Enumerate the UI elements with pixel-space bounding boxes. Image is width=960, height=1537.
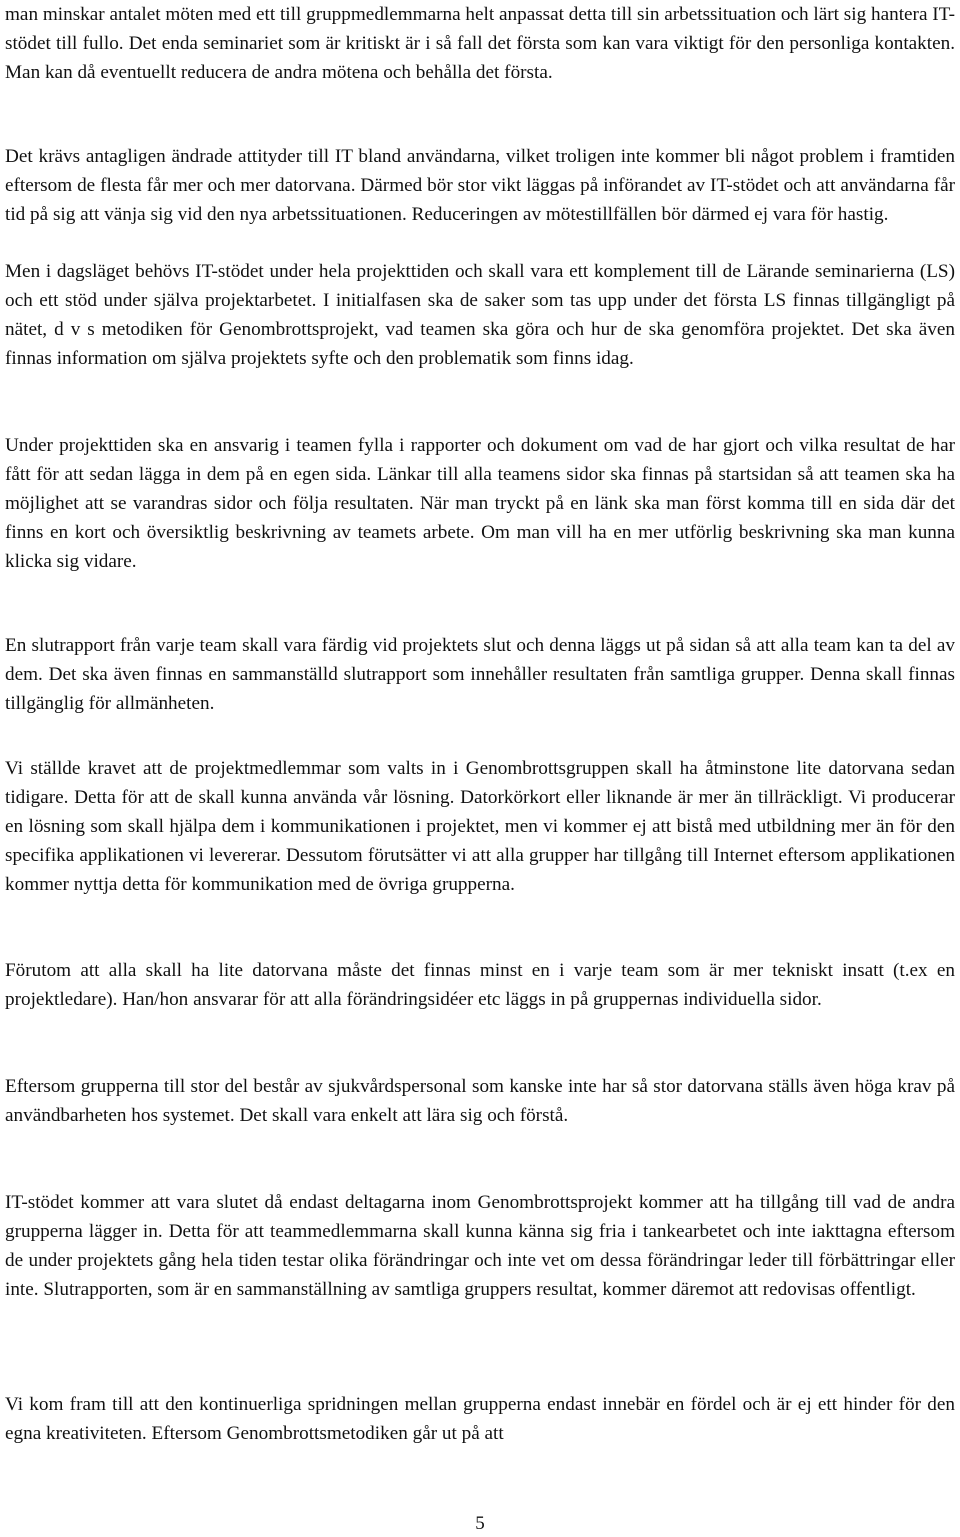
paragraph-project-period: Under projekttiden ska en ansvarig i teamen fylla i rapporter och dokument om vad de har gjort och vilka resultat de har fått för att sedan lägga in dem på en egen sida. Länkar till alla teamens sidor ska finnas på startsidan så att teamen ska ha möjlighet att se varandras sidor och följa resultaten. När man tryckt på en länk ska man först komma till en sida där det finns en kort och översiktlig beskrivning av teamets arbete. Om man vill ha en mer utförlig beskrivning ska man kunna klicka sig vidare. <box>5 435 955 572</box>
paragraph-closed-system: IT-stödet kommer att vara slutet då endast deltagarna inom Genombrottsprojekt kommer att ha tillgång till vad de andra grupperna lägger in. Detta för att teammedlemmarna skall kunna känna sig fria i tankearbetet och inte iakttagna eftersom de under projektets gång hela tiden testar olika förändringar och inte vet om dessa förändringar leder till förbättringar eller inte. Slutrapporten, som är en sammanställning av samtliga gruppers resultat, kommer däremot att redovisas offentligt. <box>5 1192 955 1300</box>
paragraph-computer-skills: Vi ställde kravet att de projektmedlemmar som valts in i Genombrottsgruppen skall ha åtminstone lite datorvana sedan tidigare. Detta för att de skall kunna använda vår lösning. Datorkörkort eller liknande är mer än tillräckligt. Vi producerar en lösning som skall hjälpa dem i kommunikationen i projektet, men vi kommer ej att bistå med utbildning mer än för den specifika applikationen vi levererar. Dessutom förutsätter vi att alla grupper har tillgång till Internet eftersom applikationen kommer nyttja detta för kommunikation med de övriga grupperna. <box>5 758 955 895</box>
paragraph-usability: Eftersom grupperna till stor del består av sjukvårdspersonal som kanske inte har så stor datorvana ställs även höga krav på användbarheten hos systemet. Det skall vara enkelt att lära sig och förstå. <box>5 1076 955 1126</box>
paragraph-technical-member: Förutom att alla skall ha lite datorvana måste det finnas minst en i varje team som är mer tekniskt insatt (t.ex en projektledare). Han/hon ansvarar för att alla förändringsidéer etc läggs in på gruppernas individuella sidor. <box>5 960 955 1010</box>
paragraph-meeting-reduction: man minskar antalet möten med ett till gruppmedlemmarna helt anpassat detta till sin arbetssituation och lärt sig hantera IT-stödet till fullo. Det enda seminariet som är kritiskt är i så fall det första som kan vara viktigt för den personliga kontakten. Man kan då eventuellt reducera de andra mötena och behålla det första. <box>5 4 955 83</box>
paragraph-final-report: En slutrapport från varje team skall vara färdig vid projektets slut och denna läggs ut på sidan så att alla team kan ta del av dem. Det ska även finnas en sammanställd slutrapport som innehåller resultaten från samtliga grupper. Denna skall finnas tillgänglig för allmänheten. <box>5 635 955 714</box>
paragraph-continuous-spread: Vi kom fram till att den kontinuerliga spridningen mellan grupperna endast innebär en fördel och är ej ett hinder för den egna kreativiteten. Eftersom Genombrottsmetodiken går ut på att <box>5 1394 955 1444</box>
paragraph-it-support-current: Men i dagsläget behövs IT-stödet under hela projekttiden och skall vara ett komplement till de Lärande seminarierna (LS) och ett stöd under själva projektarbetet. I initialfasen ska de saker som tas upp under det första LS finnas tillgängligt på nätet, d v s metodiken för Genombrottsprojekt, vad teamen ska göra och hur de ska genomföra projektet. Det ska även finnas information om själva projektets syfte och den problematik som finns idag. <box>5 261 955 369</box>
page-number: 5 <box>475 1513 485 1534</box>
paragraph-attitudes: Det krävs antagligen ändrade attityder till IT bland användarna, vilket troligen inte kommer bli något problem i framtiden eftersom de flesta får mer och mer datorvana. Därmed bör stor vikt läggas på införandet av IT-stödet och att användarna får tid på sig att vänja sig vid den nya arbetssituationen. Reduceringen av mötestillfällen bör därmed ej vara för hastig. <box>5 146 955 225</box>
